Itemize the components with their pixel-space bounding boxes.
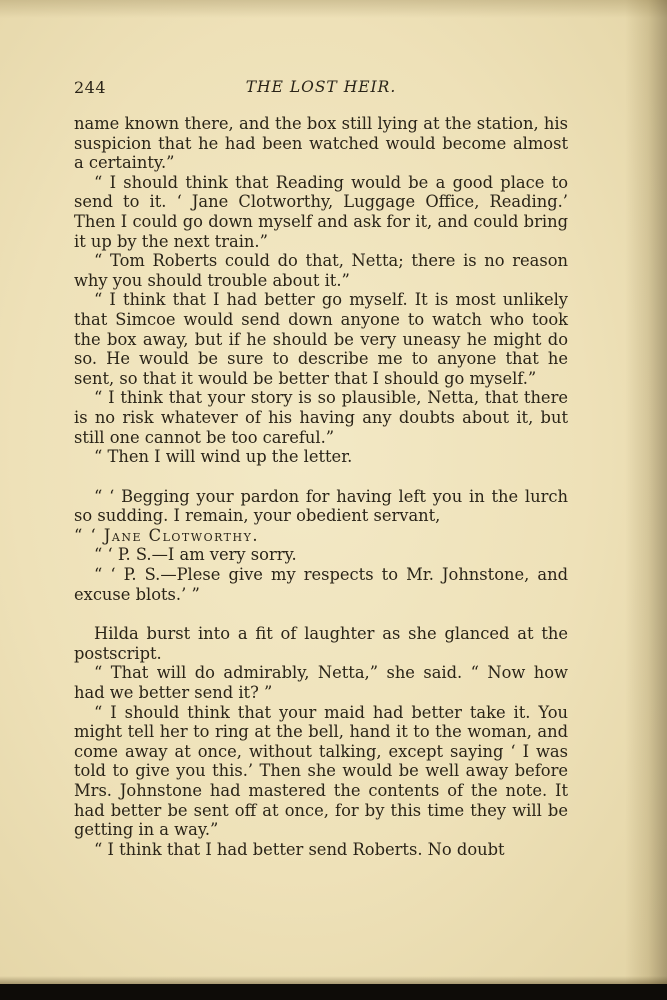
paragraph: “ I think that I had better send Roberts. No doubt	[94, 839, 505, 859]
page-bottom-edge	[0, 976, 667, 984]
paragraph: “ Then I will wind up the letter.	[94, 447, 353, 467]
postscript-line: “ ‘ P. S.—I am very sorry.	[94, 545, 297, 565]
postscript-line: “ ‘ P. S.—Plese give my respects to Mr. Johnstone, and excuse blots.’ ”	[74, 565, 568, 604]
page-number: 244	[74, 78, 107, 97]
letter-paragraph: “ ‘ Begging your pardon for having left you in the lurch so sudding. I remain, your obedient servant,	[74, 486, 568, 526]
paragraph: “ I think that your story is so plausible, Netta, that there is no risk whatever of his having any doubts about it, but still one cannot be too careful.”	[74, 388, 568, 447]
section-gap	[74, 604, 568, 624]
paragraph: name known there, and the box still lying at the station, his suspicion that he had been watched would become almost a certainty.”	[74, 114, 568, 173]
paragraph: “ I should think that Reading would be a good place to send to it. ‘ Jane Clotworthy, Luggage Office, Reading.’ Then I could go down myself and ask for it, and could bring it up by the next train.”	[74, 172, 568, 251]
paragraph: “ I should think that your maid had better take it. You might tell her to ring at the bell, hand it to the woman, and come away at once, without talking, except saying ‘ I was told to give you this.’ Then she would be well away before Mrs. Johnstone had mastered the contents of the note. It had better be sent off at once, for by this time they will be getting in a way.”	[74, 702, 568, 840]
scan-bottom-band	[0, 984, 667, 1000]
letter-signature: “ ‘ Jane Clotworthy.	[74, 525, 260, 545]
page-body-text	[74, 114, 568, 859]
paragraph: “ Tom Roberts could do that, Netta; there is no reason why you should trouble about it.”	[74, 251, 568, 290]
running-title: THE LOST HEIR.	[245, 78, 397, 96]
paragraph: “ That will do admirably, Netta,” she said. “ Now how had we better send it? ”	[74, 663, 568, 703]
paragraph: Hilda burst into a fit of laughter as she glanced at the postscript.	[74, 624, 568, 663]
page-header	[74, 78, 568, 100]
section-gap	[74, 467, 568, 487]
page-top-shadow	[0, 0, 667, 18]
paragraph: “ I think that I had better go myself. It is most unlikely that Simcoe would send down anyone to watch who took the box away, but if he should be very uneasy he might do so. He would be sure to describe me to anyone that he sent, so that it would be better that I should go myself.”	[74, 290, 568, 388]
page-gutter-shadow	[625, 0, 667, 1000]
